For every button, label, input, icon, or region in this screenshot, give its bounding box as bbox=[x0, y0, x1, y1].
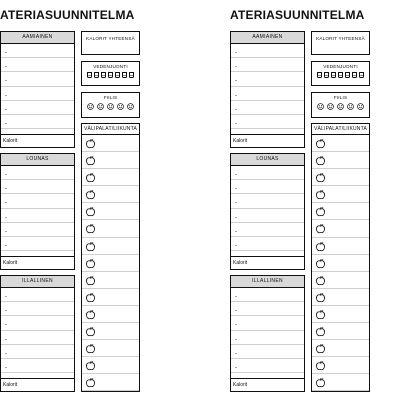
snack-line[interactable] bbox=[82, 374, 139, 391]
meal-line-bullet: - bbox=[5, 228, 7, 235]
dinner-calories-label: Kalorit bbox=[231, 378, 304, 391]
apple-icon bbox=[315, 223, 326, 234]
snacks-exercise-rows bbox=[82, 135, 139, 391]
snack-line[interactable] bbox=[312, 152, 369, 169]
page-title: ATERIASUUNNITELMA bbox=[0, 8, 135, 22]
mood-face-icon[interactable] bbox=[107, 103, 114, 110]
meal-line-bullet: - bbox=[235, 308, 237, 315]
apple-icon bbox=[315, 377, 326, 388]
breakfast-header: AAMIAINEN bbox=[231, 32, 304, 44]
meal-line-bullet: - bbox=[235, 322, 237, 329]
meal-line-bullet: - bbox=[235, 106, 237, 113]
meal-line-bullet: - bbox=[235, 364, 237, 371]
breakfast-calories-label: Kalorit bbox=[1, 134, 74, 147]
meal-line-bullet: - bbox=[5, 294, 7, 300]
water-tracker-label: VEDENJUONTI bbox=[93, 64, 128, 69]
mood-face-icon[interactable] bbox=[127, 103, 134, 110]
dinner-calories-label: Kalorit bbox=[1, 378, 74, 391]
meal-line-bullet: - bbox=[5, 214, 7, 221]
meal-line[interactable] bbox=[1, 101, 74, 115]
dinner-section bbox=[0, 275, 75, 392]
meal-line[interactable] bbox=[231, 101, 304, 115]
meal-line[interactable] bbox=[1, 237, 74, 251]
snack-line[interactable] bbox=[82, 340, 139, 357]
meal-line-bullet: - bbox=[5, 120, 7, 127]
mood-icons bbox=[82, 100, 139, 110]
snack-line[interactable] bbox=[312, 203, 369, 220]
meal-line-bullet: - bbox=[235, 214, 237, 221]
snack-line[interactable] bbox=[82, 186, 139, 203]
breakfast-rows bbox=[1, 44, 74, 129]
water-glass-icon[interactable] bbox=[94, 72, 99, 78]
mood-face-icon[interactable] bbox=[337, 103, 344, 110]
breakfast-rows bbox=[231, 44, 304, 129]
meal-line-bullet: - bbox=[5, 106, 7, 113]
meal-line[interactable] bbox=[231, 180, 304, 194]
apple-icon bbox=[85, 292, 96, 303]
breakfast-section bbox=[230, 31, 305, 148]
snack-line[interactable] bbox=[82, 255, 139, 272]
meal-line[interactable] bbox=[1, 87, 74, 101]
apple-icon bbox=[315, 258, 326, 269]
snacks-exercise-rows bbox=[312, 135, 369, 391]
lunch-section bbox=[0, 153, 75, 270]
apple-icon bbox=[315, 326, 326, 337]
meal-line-bullet: - bbox=[235, 336, 237, 343]
meal-line[interactable] bbox=[231, 72, 304, 86]
mood-face-icon[interactable] bbox=[327, 103, 334, 110]
apple-icon bbox=[315, 155, 326, 166]
snack-line[interactable] bbox=[82, 135, 139, 152]
mood-face-icon[interactable] bbox=[347, 103, 354, 110]
meal-line[interactable] bbox=[1, 180, 74, 194]
meal-line-bullet: - bbox=[235, 64, 237, 71]
dinner-header: ILLALLINEN bbox=[1, 276, 74, 288]
meal-line[interactable] bbox=[1, 115, 74, 129]
dinner-section bbox=[230, 275, 305, 392]
meal-line[interactable] bbox=[231, 302, 304, 316]
water-tracker-box bbox=[81, 61, 140, 86]
apple-icon bbox=[85, 343, 96, 354]
apple-icon bbox=[85, 275, 96, 286]
snack-line[interactable] bbox=[82, 152, 139, 169]
water-glass-icon[interactable] bbox=[352, 72, 357, 78]
meal-line[interactable] bbox=[1, 58, 74, 72]
meal-line-bullet: - bbox=[235, 78, 237, 85]
meal-line-bullet: - bbox=[5, 364, 7, 371]
meal-line[interactable] bbox=[1, 166, 74, 180]
meal-line[interactable] bbox=[1, 194, 74, 208]
meal-line-bullet: - bbox=[5, 200, 7, 207]
snack-line[interactable] bbox=[82, 220, 139, 237]
snack-line[interactable] bbox=[82, 238, 139, 255]
apple-icon bbox=[315, 309, 326, 320]
mood-icons bbox=[312, 100, 369, 110]
snack-line[interactable] bbox=[312, 323, 369, 340]
snacks-exercise-section bbox=[311, 123, 370, 392]
snack-line[interactable] bbox=[312, 135, 369, 152]
meal-line[interactable] bbox=[231, 87, 304, 101]
water-tracker-box bbox=[311, 61, 370, 86]
total-calories-label: KALORIT YHTEENSÄ bbox=[316, 36, 365, 41]
meal-line-bullet: - bbox=[5, 186, 7, 193]
meal-line[interactable] bbox=[1, 316, 74, 330]
snacks-exercise-header: VÄLIPALAT/LIIKUNTA bbox=[82, 124, 139, 135]
apple-icon bbox=[85, 223, 96, 234]
meal-line[interactable] bbox=[231, 288, 304, 302]
meal-line[interactable] bbox=[1, 302, 74, 316]
meal-line-bullet: - bbox=[235, 350, 237, 357]
apple-icon bbox=[85, 241, 96, 252]
apple-icon bbox=[85, 172, 96, 183]
meal-line[interactable] bbox=[231, 331, 304, 345]
snack-line[interactable] bbox=[312, 374, 369, 391]
meal-line[interactable] bbox=[1, 44, 74, 58]
water-glass-icon[interactable] bbox=[129, 72, 134, 78]
water-glass-icon[interactable] bbox=[108, 72, 113, 78]
water-glass-icon[interactable] bbox=[115, 72, 120, 78]
snack-line[interactable] bbox=[312, 238, 369, 255]
meal-line-bullet: - bbox=[5, 336, 7, 343]
meal-line[interactable] bbox=[231, 359, 304, 373]
lunch-calories-label: Kalorit bbox=[1, 256, 74, 269]
meal-line-bullet: - bbox=[5, 50, 7, 56]
apple-icon bbox=[85, 360, 96, 371]
water-glass-icon[interactable] bbox=[122, 72, 127, 78]
meal-line-bullet: - bbox=[235, 92, 237, 99]
snack-line[interactable] bbox=[82, 203, 139, 220]
meal-line[interactable] bbox=[231, 58, 304, 72]
meal-line[interactable] bbox=[231, 44, 304, 58]
breakfast-section bbox=[0, 31, 75, 148]
water-icons bbox=[312, 69, 369, 78]
lunch-rows bbox=[1, 166, 74, 251]
snack-line[interactable] bbox=[312, 255, 369, 272]
water-glass-icon[interactable] bbox=[359, 72, 364, 78]
lunch-header: LOUNAS bbox=[1, 154, 74, 166]
meal-line-bullet: - bbox=[5, 64, 7, 71]
meal-line[interactable] bbox=[1, 288, 74, 302]
mood-face-icon[interactable] bbox=[317, 103, 324, 110]
meal-line[interactable] bbox=[1, 359, 74, 373]
water-glass-icon[interactable] bbox=[87, 72, 92, 78]
meal-line-bullet: - bbox=[235, 186, 237, 193]
snack-line[interactable] bbox=[312, 289, 369, 306]
meal-line-bullet: - bbox=[235, 120, 237, 127]
apple-icon bbox=[85, 206, 96, 217]
apple-icon bbox=[85, 258, 96, 269]
snacks-exercise-section bbox=[81, 123, 140, 392]
meal-line[interactable] bbox=[231, 166, 304, 180]
total-calories-label: KALORIT YHTEENSÄ bbox=[86, 36, 135, 41]
meal-line[interactable] bbox=[231, 194, 304, 208]
breakfast-calories-label: Kalorit bbox=[231, 134, 304, 147]
meal-line-bullet: - bbox=[5, 322, 7, 329]
mood-face-icon[interactable] bbox=[87, 103, 94, 110]
meal-line[interactable] bbox=[1, 223, 74, 237]
mood-face-icon[interactable] bbox=[357, 103, 364, 110]
total-calories-box bbox=[81, 31, 140, 55]
dinner-rows bbox=[1, 288, 74, 373]
water-icons bbox=[82, 69, 139, 78]
meal-line-bullet: - bbox=[235, 242, 237, 249]
dinner-header: ILLALLINEN bbox=[231, 276, 304, 288]
mood-tracker-box bbox=[311, 92, 370, 118]
meal-line[interactable] bbox=[1, 345, 74, 359]
snack-line[interactable] bbox=[82, 323, 139, 340]
apple-icon bbox=[315, 241, 326, 252]
apple-icon bbox=[85, 189, 96, 200]
meal-line-bullet: - bbox=[235, 172, 237, 178]
water-glass-icon[interactable] bbox=[101, 72, 106, 78]
total-calories-box bbox=[311, 31, 370, 55]
apple-icon bbox=[315, 189, 326, 200]
mood-tracker-label: FIILIS bbox=[103, 95, 118, 100]
snack-line[interactable] bbox=[312, 306, 369, 323]
apple-icon bbox=[85, 377, 96, 388]
snack-line[interactable] bbox=[312, 340, 369, 357]
dinner-rows bbox=[231, 288, 304, 373]
meal-line-bullet: - bbox=[5, 242, 7, 249]
meal-line-bullet: - bbox=[235, 294, 237, 300]
apple-icon bbox=[315, 138, 326, 149]
mood-tracker-label: FIILIS bbox=[333, 95, 348, 100]
apple-icon bbox=[85, 155, 96, 166]
mood-tracker-box bbox=[81, 92, 140, 118]
meal-line[interactable] bbox=[231, 115, 304, 129]
breakfast-header: AAMIAINEN bbox=[1, 32, 74, 44]
snack-line[interactable] bbox=[82, 272, 139, 289]
mood-face-icon[interactable] bbox=[97, 103, 104, 110]
meal-line-bullet: - bbox=[5, 350, 7, 357]
apple-icon bbox=[315, 343, 326, 354]
apple-icon bbox=[315, 360, 326, 371]
apple-icon bbox=[315, 172, 326, 183]
snack-line[interactable] bbox=[82, 289, 139, 306]
meal-line[interactable] bbox=[1, 331, 74, 345]
snack-line[interactable] bbox=[82, 306, 139, 323]
meal-line[interactable] bbox=[231, 237, 304, 251]
lunch-header: LOUNAS bbox=[231, 154, 304, 166]
apple-icon bbox=[85, 309, 96, 320]
meal-line[interactable] bbox=[1, 209, 74, 223]
water-glass-icon[interactable] bbox=[317, 72, 322, 78]
apple-icon bbox=[85, 326, 96, 337]
meal-line-bullet: - bbox=[5, 78, 7, 85]
lunch-section bbox=[230, 153, 305, 270]
snack-line[interactable] bbox=[82, 357, 139, 374]
planner-page-right bbox=[201, 0, 371, 400]
meal-line[interactable] bbox=[231, 345, 304, 359]
water-glass-icon[interactable] bbox=[331, 72, 336, 78]
apple-icon bbox=[85, 138, 96, 149]
meal-line[interactable] bbox=[231, 223, 304, 237]
water-glass-icon[interactable] bbox=[324, 72, 329, 78]
meal-line[interactable] bbox=[1, 72, 74, 86]
meal-line-bullet: - bbox=[235, 228, 237, 235]
mood-face-icon[interactable] bbox=[117, 103, 124, 110]
snack-line[interactable] bbox=[312, 272, 369, 289]
meal-line-bullet: - bbox=[235, 200, 237, 207]
water-tracker-label: VEDENJUONTI bbox=[323, 64, 358, 69]
apple-icon bbox=[315, 206, 326, 217]
snack-line[interactable] bbox=[312, 169, 369, 186]
snack-line[interactable] bbox=[82, 169, 139, 186]
lunch-calories-label: Kalorit bbox=[231, 256, 304, 269]
lunch-rows bbox=[231, 166, 304, 251]
snack-line[interactable] bbox=[312, 186, 369, 203]
water-glass-icon[interactable] bbox=[345, 72, 350, 78]
apple-icon bbox=[315, 292, 326, 303]
meal-line-bullet: - bbox=[5, 308, 7, 315]
meal-line[interactable] bbox=[231, 316, 304, 330]
meal-line[interactable] bbox=[231, 209, 304, 223]
snack-line[interactable] bbox=[312, 357, 369, 374]
meal-line-bullet: - bbox=[5, 92, 7, 99]
snack-line[interactable] bbox=[312, 220, 369, 237]
snacks-exercise-header: VÄLIPALAT/LIIKUNTA bbox=[312, 124, 369, 135]
planner-page-left bbox=[0, 0, 141, 400]
meal-line-bullet: - bbox=[5, 172, 7, 178]
page-title: ATERIASUUNNITELMA bbox=[230, 8, 365, 22]
water-glass-icon[interactable] bbox=[338, 72, 343, 78]
apple-icon bbox=[315, 275, 326, 286]
meal-line-bullet: - bbox=[235, 50, 237, 56]
